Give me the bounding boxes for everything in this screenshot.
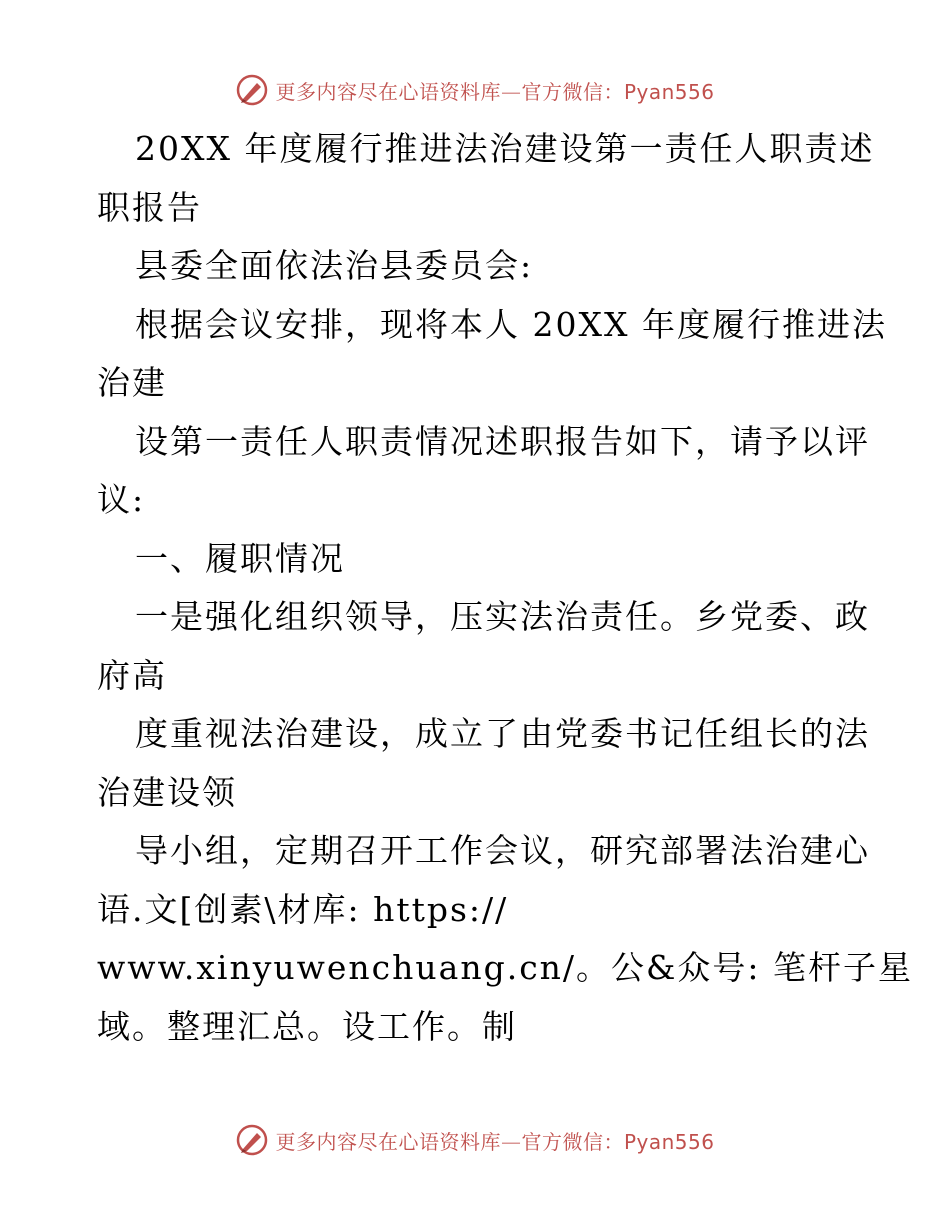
document-line: 根据会议安排，现将本人 20XX 年度履行推进法 — [135, 304, 887, 344]
pen-logo-icon — [235, 1123, 269, 1157]
banner-text-main: 更多内容尽在心语资料库 — [275, 79, 501, 104]
document-line: 设第一责任人职责情况述职报告如下，请予以评 — [135, 421, 870, 461]
document-body — [97, 120, 914, 1056]
document-line: 一是强化组织领导，压实法治责任。乡党委、政 — [135, 597, 870, 636]
document-line: 域。整理汇总。设工作。制 — [97, 1006, 517, 1046]
document-line: 治建 — [97, 363, 167, 402]
pen-logo-icon — [235, 73, 269, 107]
footer-watermark-banner — [0, 1120, 950, 1160]
document-line: www.xinyuwenchuang.cn/。公&众号: 笔杆子星 — [97, 948, 914, 987]
document-line: 导小组，定期召开工作会议，研究部署法治建心 — [135, 831, 870, 870]
banner-text-wechat: 官方微信：Pyan556 — [521, 1129, 715, 1154]
banner-text-main: 更多内容尽在心语资料库 — [275, 1129, 501, 1154]
document-line: 治建设领 — [97, 772, 237, 812]
document-line: 语.文[创素\材库: https:// — [97, 889, 509, 929]
banner-text — [275, 1126, 714, 1155]
banner-text-separator: — — [500, 79, 522, 104]
document-line: 度重视法治建设，成立了由党委书记任组长的法 — [135, 714, 870, 753]
document-line: 县委全面依法治县委员会: — [135, 246, 534, 285]
document-line: 府高 — [97, 655, 167, 695]
banner-text — [275, 76, 714, 105]
header-watermark-banner — [0, 70, 950, 110]
document-line: 一、履职情况 — [135, 538, 345, 578]
document-line: 20XX 年度履行推进法治建设第一责任人职责述 — [135, 129, 875, 168]
document-line: 议: — [97, 480, 146, 519]
document-line: 职报告 — [97, 187, 202, 227]
banner-text-separator: — — [500, 1129, 522, 1154]
banner-text-wechat: 官方微信：Pyan556 — [521, 79, 715, 104]
